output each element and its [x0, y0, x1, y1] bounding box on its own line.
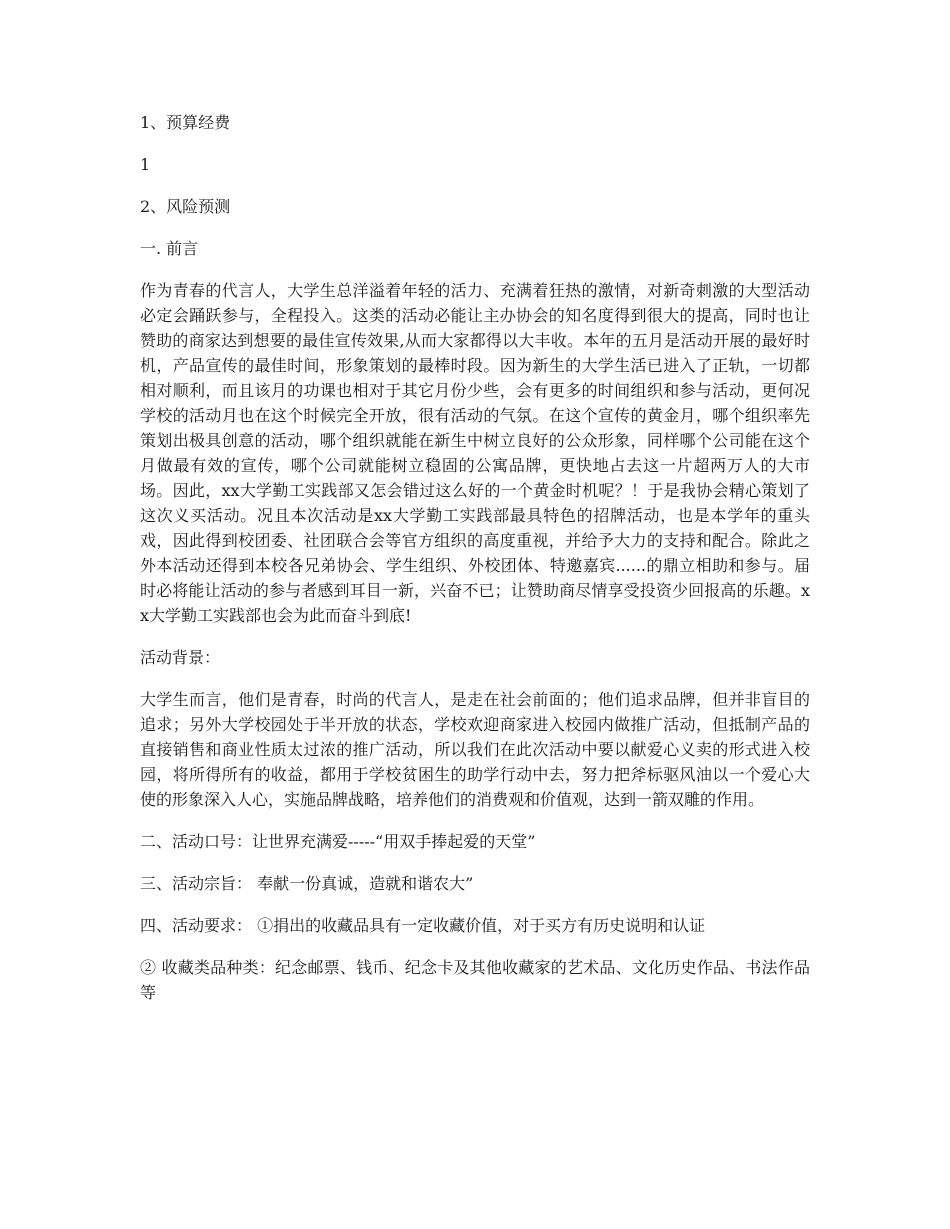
heading-preface: 一. 前言 [140, 239, 199, 258]
heading-budget: 1、预算经费 [140, 113, 231, 132]
preface-paragraph: 作为青春的代言人，大学生总洋溢着年轻的活力、充满着狂热的激情，对新奇刺激的大型活动必定会踊跃参与，全程投入。这类的活动必能让主办协会的知名度得到很大的提高，同时也让赞助的商家达到想要的最佳宣传效果,从而大家都得以大丰收。本年的五月是活动开展的最好时机，产品宣传的最佳时间，形象策划的最棒时段。因为新生的大学生活已进入了正轨，一切都相对顺利，而且该月的功课也相对于其它月份少些，会有更多的时间组织和参与活动，更何况学校的活动月也在这个时候完全开放，很有活动的气氛。在这个宣传的黄金月，哪个组织率先策划出极具创意的活动，哪个组织就能在新生中树立良好的公众形象，同样哪个公司能在这个月做最有效的宣传，哪个公司就能树立稳固的公寓品牌，更快地占去这一片超两万人的大市场。因此，xx大学勤工实践部又怎会错过这么好的一个黄金时机呢？！于是我协会精心策划了这次义买活动。况且本次活动是xx大学勤工实践部最具特色的招牌活动，也是本学年的重头戏，因此得到校团委、社团联合会等官方组织的高度重视，并给予大力的支持和配合。除此之外本活动还得到本校各兄弟协会、学生组织、外校团体、特邀嘉宾......的鼎立相助和参与。届时必将能让活动的参与者感到耳目一新，兴奋不已；让赞助商尽情享受投资少回报高的乐趣。xx大学勤工实践部也会为此而奋斗到底! [140, 281, 810, 625]
activity-purpose: 三、活动宗旨： 奉献一份真诚，造就和谐农大” [140, 874, 474, 893]
page-number: 1 [140, 155, 151, 174]
collectible-types: ② 收藏类品种类：纪念邮票、钱币、纪念卡及其他收藏家的艺术品、文化历史作品、书法作品等 [140, 958, 810, 1002]
heading-background: 活动背景： [140, 648, 221, 667]
activity-requirement: 四、活动要求： ①捐出的收藏品具有一定收藏价值，对于买方有历史说明和认证 [140, 916, 706, 935]
activity-slogan: 二、活动口号：让世界充满爱-----“用双手捧起爱的天堂” [140, 832, 536, 851]
heading-risk: 2、风险预测 [140, 197, 231, 216]
background-paragraph: 大学生而言，他们是青春，时尚的代言人，是走在社会前面的；他们追求品牌，但并非盲目的追求；另外大学校园处于半开放的状态，学校欢迎商家进入校园内做推广活动，但抵制产品的直接销售和商业性质太过浓的推广活动，所以我们在此次活动中要以献爱心义卖的形式进入校园，将所得所有的收益，都用于学校贫困生的助学行动中去，努力把斧标驱风油以一个爱心大使的形象深入人心，实施品牌战略，培养他们的消费观和价值观，达到一箭双雕的作用。 [140, 690, 810, 809]
